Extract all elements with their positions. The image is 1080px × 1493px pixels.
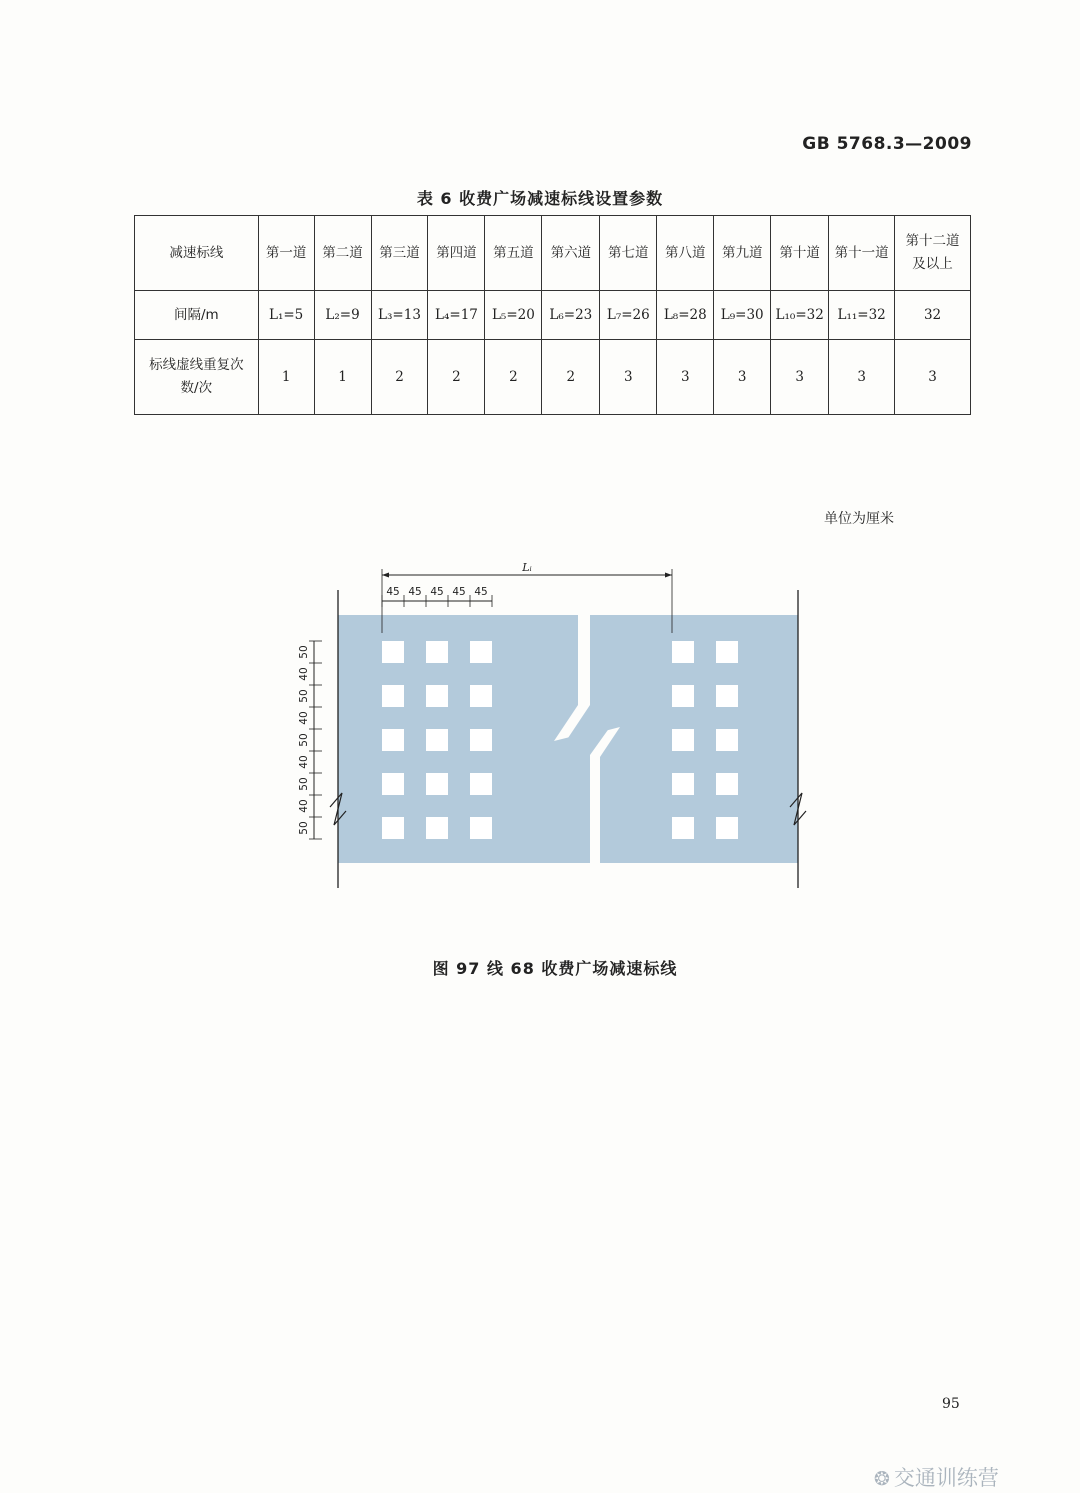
- marking-block-left: [382, 817, 404, 839]
- width-label: 45: [386, 586, 400, 598]
- table-cell: 第十道: [771, 216, 829, 291]
- unit-note: 单位为厘米: [824, 511, 894, 527]
- parameter-table: [134, 215, 971, 415]
- marking-block-left: [426, 817, 448, 839]
- width-label: 45: [452, 586, 466, 598]
- table-cell: 2: [428, 340, 485, 415]
- row-header: 减速标线: [135, 216, 259, 291]
- width-label: 45: [430, 586, 444, 598]
- width-label: 45: [474, 586, 488, 598]
- marking-block-right: [672, 773, 694, 795]
- table-cell: L₅=20: [485, 291, 542, 340]
- standard-code: GB 5768.3—2009: [802, 134, 972, 154]
- marking-block-left: [470, 729, 492, 751]
- table-cell: L₈=28: [657, 291, 714, 340]
- height-label: 40: [298, 667, 310, 681]
- height-label: 40: [298, 799, 310, 813]
- table-cell: 第四道: [428, 216, 485, 291]
- page-number: 95: [942, 1396, 960, 1412]
- marking-block-right: [672, 685, 694, 707]
- table-cell: L₆=23: [542, 291, 600, 340]
- table-cell: 3: [895, 340, 971, 415]
- table-cell: 第三道: [371, 216, 428, 291]
- marking-block-left: [470, 773, 492, 795]
- table-cell: 3: [829, 340, 895, 415]
- table-cell: 3: [600, 340, 657, 415]
- marking-block-left: [382, 685, 404, 707]
- height-label: 50: [298, 821, 310, 835]
- table-cell: 32: [895, 291, 971, 340]
- height-label: 50: [298, 733, 310, 747]
- marking-block-left: [382, 641, 404, 663]
- table-cell: 第一道: [258, 216, 314, 291]
- deceleration-marking-figure: [290, 555, 820, 895]
- table-cell: 3: [771, 340, 829, 415]
- marking-block-left: [382, 729, 404, 751]
- row-header: 标线虚线重复次数/次: [135, 340, 259, 415]
- figure-caption: 图 97 线 68 收费广场减速标线: [432, 959, 678, 978]
- marking-block-right: [716, 685, 738, 707]
- table-cell: 2: [371, 340, 428, 415]
- marking-block-left: [426, 641, 448, 663]
- row-marking-number: [135, 216, 971, 291]
- marking-block-left: [470, 641, 492, 663]
- row-interval: [135, 291, 971, 340]
- table-cell: L₂=9: [314, 291, 371, 340]
- watermark: [874, 1462, 999, 1492]
- height-label: 40: [298, 711, 310, 725]
- table-cell: 第十一道: [829, 216, 895, 291]
- height-label: 50: [298, 777, 310, 791]
- row-header: 间隔/m: [135, 291, 259, 340]
- table-cell: L₄=17: [428, 291, 485, 340]
- span-arrow-right: [665, 573, 672, 578]
- marking-block-left: [470, 817, 492, 839]
- marking-block-right: [672, 817, 694, 839]
- table-cell: 3: [714, 340, 771, 415]
- height-label: 40: [298, 755, 310, 769]
- wechat-icon: ❂: [874, 1468, 890, 1490]
- marking-block-right: [716, 729, 738, 751]
- table-cell: 1: [258, 340, 314, 415]
- span-arrow-left: [382, 573, 389, 578]
- marking-block-left: [426, 729, 448, 751]
- table-cell: 第二道: [314, 216, 371, 291]
- marking-block-left: [382, 773, 404, 795]
- table-cell: 1: [314, 340, 371, 415]
- marking-block-right: [716, 817, 738, 839]
- width-label: 45: [408, 586, 422, 598]
- table-cell: 第八道: [657, 216, 714, 291]
- table-cell: L₉=30: [714, 291, 771, 340]
- table-cell: 2: [485, 340, 542, 415]
- marking-block-left: [470, 685, 492, 707]
- table-cell: L₃=13: [371, 291, 428, 340]
- table-cell: L₁=5: [258, 291, 314, 340]
- table-cell: 第六道: [542, 216, 600, 291]
- table-cell: L₁₀=32: [771, 291, 829, 340]
- table-title: 表 6 收费广场减速标线设置参数: [416, 189, 664, 208]
- marking-block-right: [672, 641, 694, 663]
- watermark-text: 交通训练营: [893, 1466, 999, 1490]
- marking-block-right: [672, 729, 694, 751]
- table-cell: 第五道: [485, 216, 542, 291]
- table-cell: 第九道: [714, 216, 771, 291]
- table-cell: L₇=26: [600, 291, 657, 340]
- table-cell: 第七道: [600, 216, 657, 291]
- height-label: 50: [298, 689, 310, 703]
- marking-block-right: [716, 773, 738, 795]
- row-repeat-count: [135, 340, 971, 415]
- table-cell: 2: [542, 340, 600, 415]
- span-label: Lᵢ: [522, 561, 532, 574]
- table-cell: 3: [657, 340, 714, 415]
- marking-block-left: [426, 773, 448, 795]
- height-label: 50: [298, 645, 310, 659]
- table-cell: 第十二道及以上: [895, 216, 971, 291]
- marking-block-left: [426, 685, 448, 707]
- table-cell: L₁₁=32: [829, 291, 895, 340]
- marking-block-right: [716, 641, 738, 663]
